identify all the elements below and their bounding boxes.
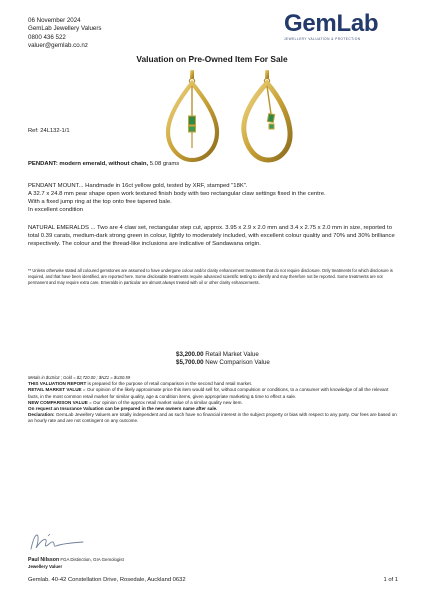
- retail-value-line: [176, 351, 270, 359]
- signatory-qualifications: FGA Distinction, GIA Gemologist: [59, 557, 124, 562]
- pendant-heading: [28, 160, 398, 168]
- treatment-disclaimer: ** Unless otherwise stated all coloured gemstones are assumed to have undergone colour and/or clarity enhancement treatments that do not require disclosure. Only treatments for which disclosure is required, and that have been identified, are reported here. Some disclosable treatments require advanced scientific testing to identify and may therefore not be reported. Some treatments are not permanent and may require extra care. Emeralds in particular are almost always treated with oil or other clarity enhancements.: [28, 268, 393, 285]
- new-value-label: New Comparison Value: [203, 359, 270, 366]
- metals-note: Metals in $US/oz ; Gold = $2,720.00 ; $NZ1 = $US0.59: [28, 375, 131, 380]
- retail-value-amount: $3,200.00: [176, 351, 204, 358]
- retail-definition-bold: RETAIL MARKET VALUE: [28, 387, 82, 393]
- declaration-text: GemLab Jewellery Valuers are totally independent and as such have no financial interest in the subject property or bias with respect to any party. Our fees are based on an hourly rate and are not contingent on any outcome.: [28, 412, 397, 424]
- retail-definition: [28, 387, 400, 399]
- mount-line-1: PENDANT MOUNT... Handmade in 16ct yellow gold, tested by XRF, stamped "18K".: [28, 183, 248, 189]
- valuation-notes: [28, 375, 400, 425]
- new-value-amount: $5,700.00: [176, 359, 204, 366]
- mount-line-4: In excellent condition: [28, 207, 84, 213]
- signatory-role: Jewellery Valuer: [28, 563, 63, 569]
- emerald-description: NATURAL EMERALDS ... Two are 4 claw set, rectangular step cut, approx. 3.95 x 2.9 x 2.0 mm and 3.4 x 2.75 x 2.0 mm in size, reported to total 0.39 carats, medium-dark strong green in colour, lightly to moderately included, with excellent colour quality and 70% and 30% brilliance respectively. The colour and the thread-like inclusions are indicative of Sandawana origin.: [28, 225, 395, 247]
- signatory-block: [28, 557, 124, 570]
- declaration-bold: Declaration:: [28, 412, 55, 418]
- value-summary: [176, 351, 270, 367]
- signatory-line: [28, 557, 124, 564]
- report-note-bold: THIS VALUATION REPORT: [28, 381, 87, 387]
- retail-definition-text: = Our opinion of the likely approximate price this item would sell for, without compulsion or conditions, to a consumer with knowledge of all the relevant facts, in the most common retail market for similar quality, age & condition items, given appropriate marketing & time to effect a sale.: [28, 387, 389, 399]
- page-title: Valuation on Pre-Owned Item For Sale: [136, 54, 288, 64]
- footer-address: Gemlab. 40-42 Constellation Drive, Rosedale, Auckland 0632: [28, 577, 186, 583]
- handwritten-signature: [28, 530, 88, 554]
- logo-wordmark: GemLab: [284, 10, 379, 37]
- pendant-front-view: [168, 70, 217, 160]
- signatory-name: Paul Nilsson: [28, 557, 60, 563]
- pendant-photos: [150, 68, 300, 166]
- report-note-text: is prepared for the purpose of retail comparison in the second hand retail market.: [86, 381, 253, 387]
- header-block: [28, 17, 101, 51]
- header-phone: 0800 436 522: [28, 33, 66, 41]
- mount-line-2: A 32.7 x 24.8 mm pear shape open work textured finish body with two rectangular claw settings fixed in the centre.: [28, 191, 326, 197]
- gemlab-logo: [284, 12, 384, 41]
- mount-line-3: With a fixed jump ring at the top onto free tapered bale.: [28, 199, 172, 205]
- new-value-line: [176, 359, 270, 367]
- insurance-note-text: On request an Insurance Valuation can be prepared in the new owners name after sale.: [28, 406, 218, 412]
- header-company: GemLab Jewellery Valuers: [28, 25, 102, 33]
- pendant-side-view: [244, 70, 290, 160]
- reference-number: Ref: 24L132-1/1: [28, 128, 70, 134]
- declaration: [28, 412, 400, 424]
- footer: [28, 577, 398, 583]
- new-definition-text: = Our opinion of the approx retail market value of a similar quality new item.: [87, 399, 243, 405]
- page-number: 1 of 1: [383, 577, 398, 583]
- new-definition-bold: NEW COMPARISON VALUE: [28, 399, 88, 405]
- retail-value-label: Retail Market Value: [203, 351, 259, 358]
- logo-tagline: JEWELLERY VALUATION & PROTECTION: [284, 37, 361, 41]
- pendant-weight: 5.08 grams: [148, 161, 180, 167]
- mount-description: [28, 182, 398, 214]
- header-date: 06 November 2024: [28, 17, 81, 24]
- header-email: valuer@gemlab.co.nz: [28, 42, 88, 50]
- pendant-heading-bold: PENDANT: modern emerald, without chain,: [28, 161, 149, 167]
